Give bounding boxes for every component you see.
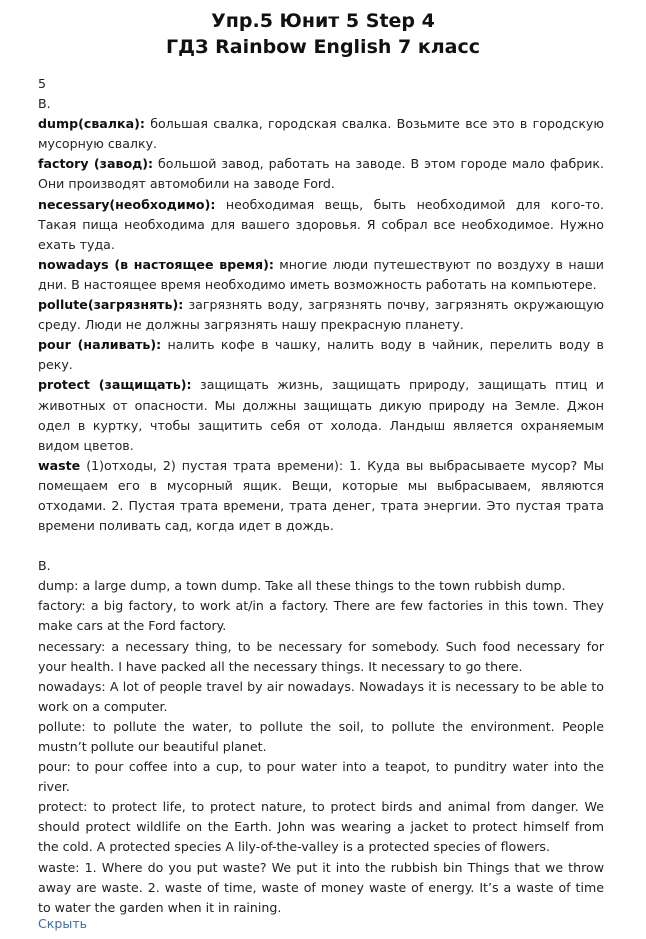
- ru-entry-term: dump(свалка):: [38, 116, 145, 132]
- en-entry: nowadays: A lot of people travel by air nowadays. Nowadays it is necessary to be able to work on a computer.: [38, 678, 604, 714]
- ru-entry-text: многие люди путешествуют по воздуху в наши дни. В настоящее время необходимо иметь возможность работать на компьютере.: [38, 256, 604, 292]
- ru-entry-text: налить кофе в чашку, налить воду в чайник, перелить воду в реку.: [38, 337, 604, 373]
- solution-text: [38, 74, 604, 918]
- en-entry: waste: 1. Where do you put waste? We put it into the rubbish bin Things that we throw away are waste. 2. waste of time, waste of money waste of energy. It’s a waste of time to water the garden when it in raining.: [38, 859, 604, 915]
- ru-entry-text: большой завод, работать на заводе. В этом городе мало фабрик. Они производят автомобили на заводе Ford.: [38, 156, 605, 192]
- ru-entry-term: factory (завод):: [38, 156, 154, 172]
- en-entry: protect: to protect life, to protect nature, to protect birds and animal from danger. We should protect wildlife on the Earth. John was wearing a jacket to protect himself from the cold. A protected species A lily-of-the-valley is a protected species of flowers.: [38, 799, 604, 855]
- ru-entry: [38, 295, 604, 335]
- ru-entry-term: waste: [38, 457, 81, 473]
- exercise-number: 5: [38, 76, 47, 91]
- section-label-ru: B.: [38, 96, 51, 112]
- ru-entry-text: защищать жизнь, защищать природу, защищать птиц и животных от опасности. Мы должны защищать дикую природу на Земле. Джон одел в куртку, чтобы защитить себя от холода. Ландыш является охраняемым видом цветов.: [38, 377, 604, 453]
- ru-entry-text: (1)отходы, 2) пустая трата времени): 1. Куда вы выбрасываете мусор? Мы помещаем его в мусорный ящик. Вещи, которые мы выбрасываем, являются отходами. 2. Пустая трата времени, трата денег, трата энергии. Это пустая трата времени поливать сад, когда идет в дождь.: [38, 457, 604, 534]
- ru-entry-term: pour (наливать):: [38, 337, 162, 353]
- spacer: [38, 536, 604, 556]
- title-line-1: Упр.5 Юнит 5 Step 4: [211, 10, 435, 32]
- ru-entry-term: necessary(необходимо):: [38, 196, 216, 212]
- en-entry: pollute: to pollute the water, to pollute the soil, to pollute the environment. People mustn’t pollute our beautiful planet.: [38, 718, 604, 754]
- ru-entry-text: загрязнять воду, загрязнять почву, загрязнять окружающую среду. Люди не должны загрязнять нашу прекрасную планету.: [38, 297, 604, 333]
- ru-entry-term: pollute(загрязнять):: [38, 297, 184, 313]
- en-entry: dump: a large dump, a town dump. Take all these things to the town rubbish dump.: [38, 578, 566, 594]
- hide-link[interactable]: Скрыть: [38, 916, 88, 931]
- ru-entry: [38, 255, 604, 295]
- title-line-2: ГДЗ Rainbow English 7 класс: [165, 36, 481, 58]
- ru-entry-term: nowadays (в настоящее время):: [38, 256, 274, 272]
- ru-entry: [38, 456, 604, 536]
- ru-entry: [38, 335, 604, 375]
- ru-entry: [38, 154, 604, 194]
- section-label-en: B.: [38, 558, 51, 574]
- page-title: [0, 0, 646, 60]
- en-entry: necessary: a necessary thing, to be necessary for somebody. Such food necessary for your health. I have packed all the necessary things. It necessary to go there.: [38, 638, 604, 674]
- ru-entry: [38, 114, 604, 154]
- ru-entry-text: большая свалка, городская свалка. Возьмите все это в городскую мусорную свалку.: [38, 116, 604, 152]
- en-entry: pour: to pour coffee into a cup, to pour water into a teapot, to punditry water into the river.: [38, 759, 604, 795]
- en-entry: factory: a big factory, to work at/in a factory. There are few factories in this town. They make cars at the Ford factory.: [38, 598, 604, 634]
- ru-entry: [38, 375, 604, 455]
- ru-entry: [38, 195, 604, 255]
- ru-entry-term: protect (защищать):: [38, 377, 192, 393]
- ru-entry-text: необходимая вещь, быть необходимой для кого-то. Такая пища необходима для вашего здоровья. Я собрал все необходимое. Нужно ехать туда.: [38, 196, 604, 252]
